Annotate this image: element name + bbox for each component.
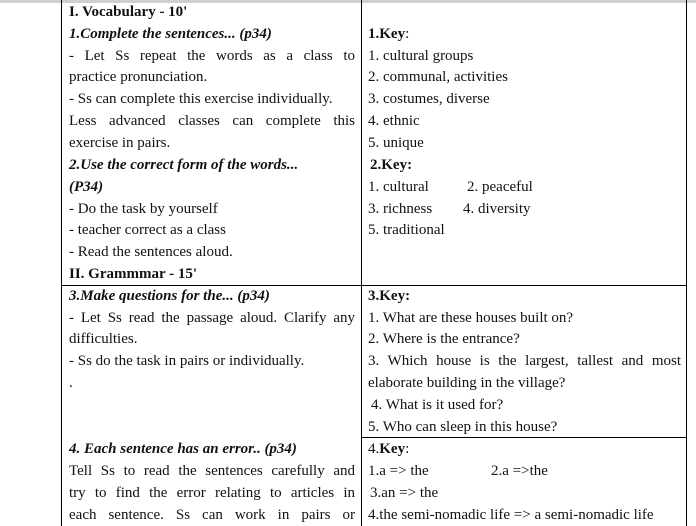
key-3-item: 1. What are these houses built on? <box>368 310 574 326</box>
key-3-item: 5. Who can sleep in this house? <box>368 419 558 435</box>
key-4-item: 4.the semi-nomadic life => a semi-nomadic life <box>368 507 654 523</box>
exercise-4-line: try to find the error relating to articles in <box>69 485 355 501</box>
exercise-1-title: 1.Complete the sentences... (p34) <box>69 26 272 42</box>
exercise-2-line: - Read the sentences aloud. <box>69 244 233 260</box>
key-4-item: 2.a =>the <box>491 463 548 479</box>
key-1-item: 4. ethnic <box>368 113 420 129</box>
key-2-item: 1. cultural <box>368 179 429 195</box>
exercise-3-title: 3.Make questions for the... (p34) <box>69 288 270 304</box>
table-column-divider <box>361 0 362 526</box>
key-4-item: 1.a => the <box>368 463 429 479</box>
exercise-4-line: Tell Ss to read the sentences carefully and <box>69 463 355 479</box>
exercise-1-line: - Let Ss repeat the words as a class to <box>69 48 355 64</box>
key-3-item: 4. What is it used for? <box>371 397 504 413</box>
key-1-item: 5. unique <box>368 135 424 151</box>
grammar-heading: II. Grammmar - 15' <box>69 266 198 282</box>
key-3-item: elaborate building in the village? <box>368 375 566 391</box>
key-4-item: 3.an => the <box>370 485 439 501</box>
table-right-border <box>686 0 687 526</box>
key-2-item: 3. richness <box>368 201 433 217</box>
vocabulary-heading: I. Vocabulary - 10' <box>69 4 188 20</box>
key-3-item: 3. Which house is the largest, tallest and most <box>368 353 681 369</box>
exercise-1-line: Less advanced classes can complete this <box>69 113 355 129</box>
exercise-3-dot: . <box>69 375 73 391</box>
key-3-item: 2. Where is the entrance? <box>368 331 520 347</box>
key-1-heading: 1.Key: <box>368 26 410 42</box>
key-2-item: 2. peaceful <box>467 179 533 195</box>
exercise-2-line: - Do the task by yourself <box>69 201 218 217</box>
key-2-item: 4. diversity <box>463 201 531 217</box>
exercise-4-title: 4. Each sentence has an error.. (p34) <box>69 441 297 457</box>
exercise-3-line: - Ss do the task in pairs or individually. <box>69 353 305 369</box>
key-1-item: 3. costumes, diverse <box>368 91 490 107</box>
exercise-1-line: - Ss can complete this exercise individually. <box>69 91 333 107</box>
exercise-3-line: difficulties. <box>69 331 138 347</box>
table-left-border <box>61 0 62 526</box>
key-3-heading: 3.Key: <box>368 288 411 304</box>
key-1-item: 1. cultural groups <box>368 48 474 64</box>
key-1-item: 2. communal, activities <box>368 69 508 85</box>
exercise-4-line: each sentence. Ss can work in pairs or <box>69 507 355 523</box>
key-2-item: 5. traditional <box>368 222 445 238</box>
exercise-2-title: 2.Use the correct form of the words... <box>69 157 299 173</box>
exercise-2-line: - teacher correct as a class <box>69 222 226 238</box>
exercise-1-line: exercise in pairs. <box>69 135 171 151</box>
exercise-3-line: - Let Ss read the passage aloud. Clarify any <box>69 310 355 326</box>
key-2-heading: 2.Key: <box>370 157 413 173</box>
key-4-heading: 4.Key: <box>368 441 410 457</box>
exercise-2-title: (P34) <box>69 179 104 195</box>
exercise-1-line: practice pronunciation. <box>69 69 208 85</box>
